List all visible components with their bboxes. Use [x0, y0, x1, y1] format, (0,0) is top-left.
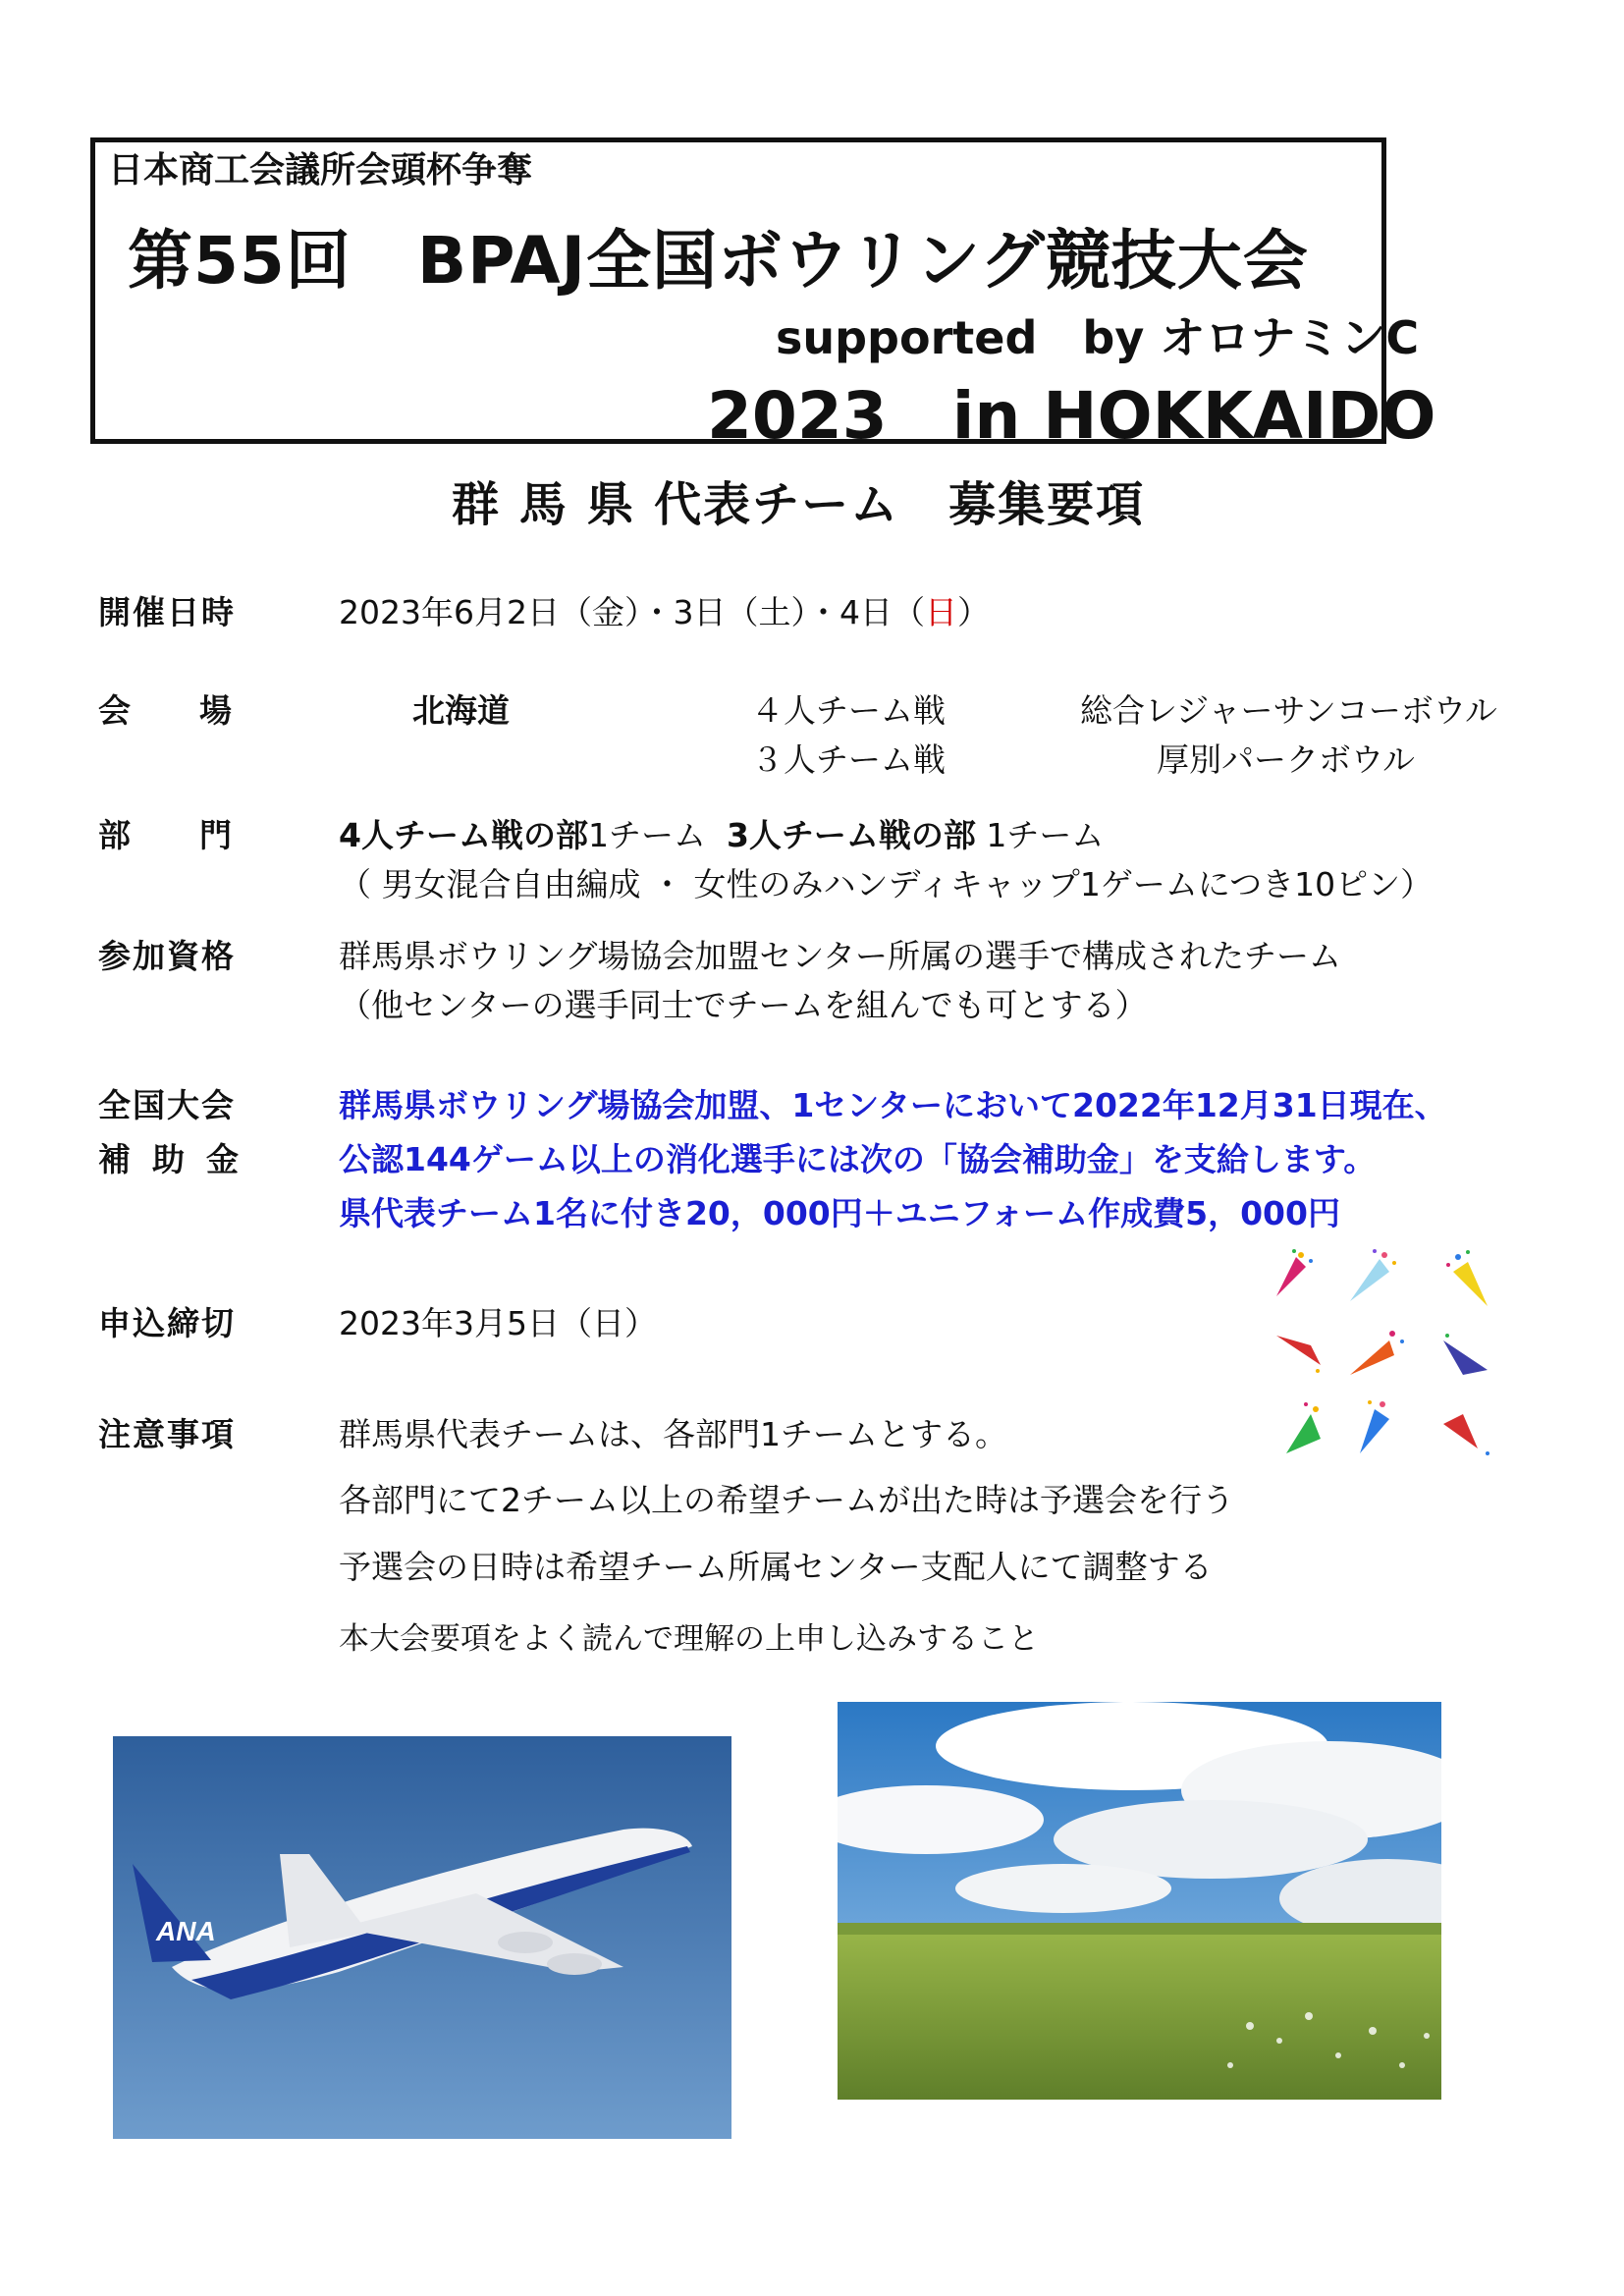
- party-cone-8: [1360, 1400, 1389, 1453]
- eligibility-label: 参加資格: [98, 937, 236, 975]
- party-cone-6: [1443, 1334, 1488, 1375]
- sponsor-line: 日本商工会議所会頭杯争奪: [108, 150, 533, 191]
- subsidy-line-1: 群馬県ボウリング場協会加盟、1センターにおいて2022年12月31日現在、: [339, 1086, 1447, 1124]
- subsidy-label-2: 補助金: [98, 1140, 260, 1178]
- event-date-value: [339, 587, 990, 633]
- supported-by: supported by オロナミンC: [776, 311, 1420, 364]
- note-item-4: 本大会要項をよく読んで理解の上申し込みすること: [339, 1621, 1039, 1657]
- eligibility-line-2: （他センターの選手同士でチームを組んでも可とする）: [339, 986, 1148, 1024]
- party-cone-2: [1350, 1249, 1396, 1301]
- event-date-sunday: 日: [924, 593, 957, 631]
- division-2-name: 3人チーム戦の部: [726, 816, 976, 854]
- party-cone-1: [1276, 1249, 1313, 1296]
- subsidy-line-2: 公認144ゲーム以上の消化選手には次の「協会補助金」を支給します。: [339, 1140, 1377, 1178]
- division-note: （ 男女混合自由編成 ・ 女性のみハンディキャップ1ゲームにつき10ピン）: [339, 865, 1434, 903]
- venue-region: 北海道: [412, 691, 510, 730]
- deadline-label: 申込締切: [98, 1304, 236, 1342]
- page-subtitle: 群 馬 県 代表チーム 募集要項: [452, 477, 1146, 532]
- event-date-text: 2023年6月2日（金）・3日（土）・4日（: [339, 593, 925, 631]
- event-edition: 2023 in HOKKAIDO: [707, 378, 1436, 454]
- event-date-close: ）: [956, 593, 990, 631]
- division-1-name: 4人チーム戦の部: [339, 816, 588, 854]
- airplane-photo: [113, 1736, 731, 2139]
- division-label: 部門: [98, 816, 300, 854]
- venue-event-2: ３人チーム戦: [751, 740, 946, 779]
- note-item-2: 各部門にて2チーム以上の希望チームが出た時は予選会を行う: [339, 1481, 1234, 1519]
- division-line: [339, 810, 1104, 856]
- subsidy-line-3: 県代表チーム1名に付き20，000円＋ユニフォーム作成費5，000円: [339, 1194, 1340, 1232]
- party-cone-9: [1443, 1414, 1489, 1455]
- note-item-1: 群馬県代表チームは、各部門1チームとする。: [339, 1415, 1007, 1453]
- deadline-value: 2023年3月5日（日）: [339, 1304, 657, 1342]
- airplane-logo: ANA: [156, 1916, 216, 1946]
- party-cone-4: [1276, 1336, 1321, 1373]
- party-cone-5: [1350, 1331, 1404, 1375]
- division-1-count: 1チーム: [587, 816, 706, 854]
- venue-place-1: 総合レジャーサンコーボウル: [1080, 691, 1497, 730]
- venue-label: 会場: [98, 691, 300, 730]
- event-date-label: 開催日時: [98, 593, 236, 631]
- venue-event-1: ４人チーム戦: [751, 691, 946, 730]
- notes-label: 注意事項: [98, 1415, 236, 1453]
- party-popper-icon: [1267, 1247, 1492, 1463]
- division-2-count: 1チーム: [975, 816, 1105, 854]
- note-item-3: 予選会の日時は希望チーム所属センター支配人にて調整する: [339, 1548, 1213, 1586]
- eligibility-line-1: 群馬県ボウリング場協会加盟センター所属の選手で構成されたチーム: [339, 937, 1342, 975]
- event-title: 第55回 BPAJ全国ボウリング競技大会: [128, 223, 1309, 299]
- party-cone-7: [1286, 1402, 1321, 1453]
- venue-place-2: 厚別パークボウル: [1157, 740, 1416, 779]
- subsidy-label-1: 全国大会: [98, 1086, 236, 1124]
- party-cone-3: [1446, 1250, 1488, 1306]
- grassland-photo: [838, 1702, 1441, 2100]
